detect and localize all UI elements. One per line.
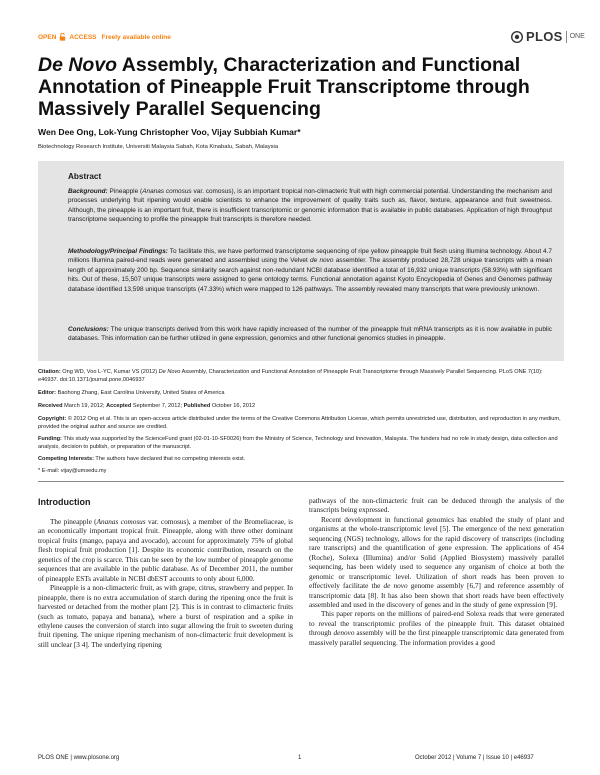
intro-p4-denovo: denovo [333,629,355,638]
competing-text: The authors have declared that no competing interests exist. [93,456,246,462]
intro-paragraph-3 [309,516,564,611]
dates [38,403,564,411]
background-label: Background: [68,188,108,195]
background-text-2: var. comosus), is an important tropical non-climacteric fruit with high commercial potential. Understanding the mechanism and processes underlying fruit ripening would enable scientists to enhance the improvement of quality traits such as, flavor, texture, appearance and fruit sweetness. Although, the pineapple is an important fruit, there is insufficient transcriptomic or genomic information that is available in public databases. Application of high throughput transcriptome sequencing to profile the pineapple fruit transcripts is therefore needed. [68,188,552,224]
logo-divider [566,31,567,43]
corresponding-email: * E-mail: vijay@umsedu.my [38,468,107,474]
affiliation: Biotechnology Research Institute, Universiti Malaysia Sabah, Kota Kinabalu, Sabah, Malaysia [38,144,279,150]
intro-p1-text-a: The pineapple ( [50,518,97,526]
abstract-conclusions [68,325,552,344]
intro-paragraph-4 [309,610,564,648]
received-label: Received [38,403,63,409]
left-column [38,518,293,650]
introduction-heading: Introduction [38,497,91,507]
methods-denovo: de novo [310,257,334,265]
freely-available-label: Freely available online [101,33,171,41]
methods-label: Methodology/Principal Findings: [68,248,168,255]
accepted-date: September 7, 2012; [131,403,184,409]
one-wordmark: ONE [569,33,585,40]
open-access-label: OPEN [38,33,57,41]
title-rest: Assembly, Characterization and Functional Annotation of Pineapple Fruit Transcriptome through Massively Parallel Sequencing [38,54,530,120]
received-date: March 19, 2012; [62,403,107,409]
author-list: Wen Dee Ong, Lok-Yung Christopher Voo, Vijay Subbiah Kumar* [38,127,301,137]
copyright-label: Copyright: [38,416,67,422]
intro-paragraph-2: Pineapple is a non-climacteric fruit, as with grape, citrus, strawberry and pepper. In pineapple, there is no extra accumulation of starch during the ripening once the fruit is harvested or detached from the mother plant [2]. This is in contrast to climacteric fruits (such as tomato, papaya and banana), where a burst of respiration and a spike in ethylene causes the conversion of starch into sugar allowing the fruit to sweeten during fruit ripening. The unique ripening mechanism of non-climacteric fruit development is still unclear [3 4]. The underlying ripening [38,584,293,649]
intro-p4-text-b: assembly will be the first pineapple transcriptomic data generated from massively parallel sequencing. The information provides a good [309,629,564,647]
right-column [309,497,564,648]
competing-label: Competing Interests: [38,456,94,462]
background-species: Ananas comosus [142,188,192,195]
section-divider [38,481,564,482]
intro-p3-text-b: genome assembly [6,7] and reference assembly of transcriptomic data [8]. It has also been shown that short reads have been effectively assembled and used in the discovery of genes and in the study of gene expression [9]. [309,582,564,609]
article-title [38,54,563,120]
funding-text: This study was supported by the ScienceFund grant (02-01-10-SF0026) from the Ministry of Science, Technology and Innovation, Malaysia. The funders had no role in study design, data collection and analysis, decision to publish, or preparation of the manuscript. [38,436,558,450]
editor [38,390,564,398]
intro-p3-text-a: Recent development in functional genomics has enabled the study of plant and organisms at the whole-transcriptomic level [5]. The emergence of the next generation sequencing (NGS) technology, allows for the rapid discovery of transcripts (including rare transcripts) and the quantification of gene expression. The applications of 454 (Roche), Solexa (Illumina) and/or Solid (Applied Biosystem) massively parallel sequencing, has been widely used to sequence any organism of choice at both the genomic or transcriptomic level. Utilization of short reads has been proven to effectively facilitate the [309,515,564,591]
conclusions-label: Conclusions: [68,326,109,333]
editor-label: Editor: [38,390,57,396]
intro-p4-text-a: This paper reports on the millions of paired-end Solexa reads that were generated to reveal the transcriptomic profiles of the pineapple fruit. This dataset obtained through [309,610,564,638]
intro-p1-text-b: var. comosus), a member of the Bromeliaceae, is an economically important tropical fruit. Pineapple, along with three other dominant tropical fruits (mango, papaya and avocado), account for approximately 75% of global flesh tropical fruit production [1]. Despite its economic contribution, research on the genetics of the crop is scarce. This can be seen by the low number of pineapple genome sequences that are available in the public database. As of December 2011, the number of pineapple ESTs available in NCBI dbEST accounts to only about 6,000. [38,518,293,583]
competing-interests [38,456,564,464]
title-italic: De Novo [38,54,118,76]
conclusions-text: The unique transcripts derived from this work have rapidly increased of the number of the pineapple fruit mRNA transcripts as it is now available in public databases. This information can be further utilized in gene expression, genomics and other functional genomics studies in pineapple. [68,326,552,343]
access-label: ACCESS [69,33,97,41]
copyright-text: © 2012 Ong et al. This is an open-access article distributed under the terms of the Creative Commons Attribution License, which permits unrestricted use, distribution, and reproduction in any medium, provided the original author and source are credited. [38,416,561,430]
plos-logo-icon [511,31,523,43]
abstract-background [68,187,552,225]
intro-paragraph-continued: pathways of the non-climacteric fruit can be deduced through the analysis of the transcripts being expressed. [309,497,564,515]
background-text-1: Pineapple ( [107,188,143,195]
abstract-methods [68,247,552,294]
accepted-label: Accepted [106,403,132,409]
footer-journal: PLOS ONE | www.plosone.org [38,755,120,761]
abstract-heading: Abstract [68,172,102,181]
footer-issue: October 2012 | Volume 7 | Issue 10 | e46937 [415,755,534,761]
editor-text: Baohong Zhang, East Carolina University, United States of America [56,390,225,396]
copyright [38,416,564,431]
intro-p1-species: Ananas comosus [96,518,146,526]
open-access-banner [38,33,171,41]
funding [38,436,564,451]
intro-p3-denovo: de novo [383,582,408,591]
citation-text-2: Assembly, Characterization and Functional Annotation of Pineapple Fruit Transcriptome through Massively Parallel Sequencing. PLoS ONE 7(10): e46937. doi:10.1371/journal.pone.0046937 [38,369,543,383]
abstract-box [38,161,564,361]
published-date: October 16, 2012 [210,403,256,409]
published-label: Published [183,403,211,409]
citation-text-1: Ong WD, Voo L-YC, Kumar VS (2012) [60,369,159,375]
open-lock-icon [59,33,66,41]
citation-label: Citation: [38,369,61,375]
methods-text-2: assembler. The assembly produced 28,728 unique transcripts with a mean length of approximately 200 bp. Sequence similarity search against non-redundant NCBI database identified a total of 16,932 unique transcripts (58.93%) with significant hits. Out of these, 15,507 unique transcripts were assigned to gene ontology terms. Functional annotation against Kyoto Encyclopedia of Genes and Genomes pathway database identified 13,598 unique transcripts (47.33%) which were mapped to 126 pathways. The assembly revealed many transcripts that were previously unknown. [68,257,552,293]
intro-paragraph-1 [38,518,293,584]
citation [38,369,564,384]
methods-text-1: To facilitate this, we have performed transcriptome sequencing of ripe yellow pineapple fruit flesh using Illumina technology. About 4.7 millions Illumina paired-end reads were generated and assembled using the Velvet [68,248,553,265]
citation-italic: De Novo [158,369,181,375]
funding-label: Funding: [38,436,62,442]
footer-page-number: 1 [298,755,302,761]
plos-one-logo [511,29,585,44]
plos-wordmark: PLOS [526,29,563,44]
